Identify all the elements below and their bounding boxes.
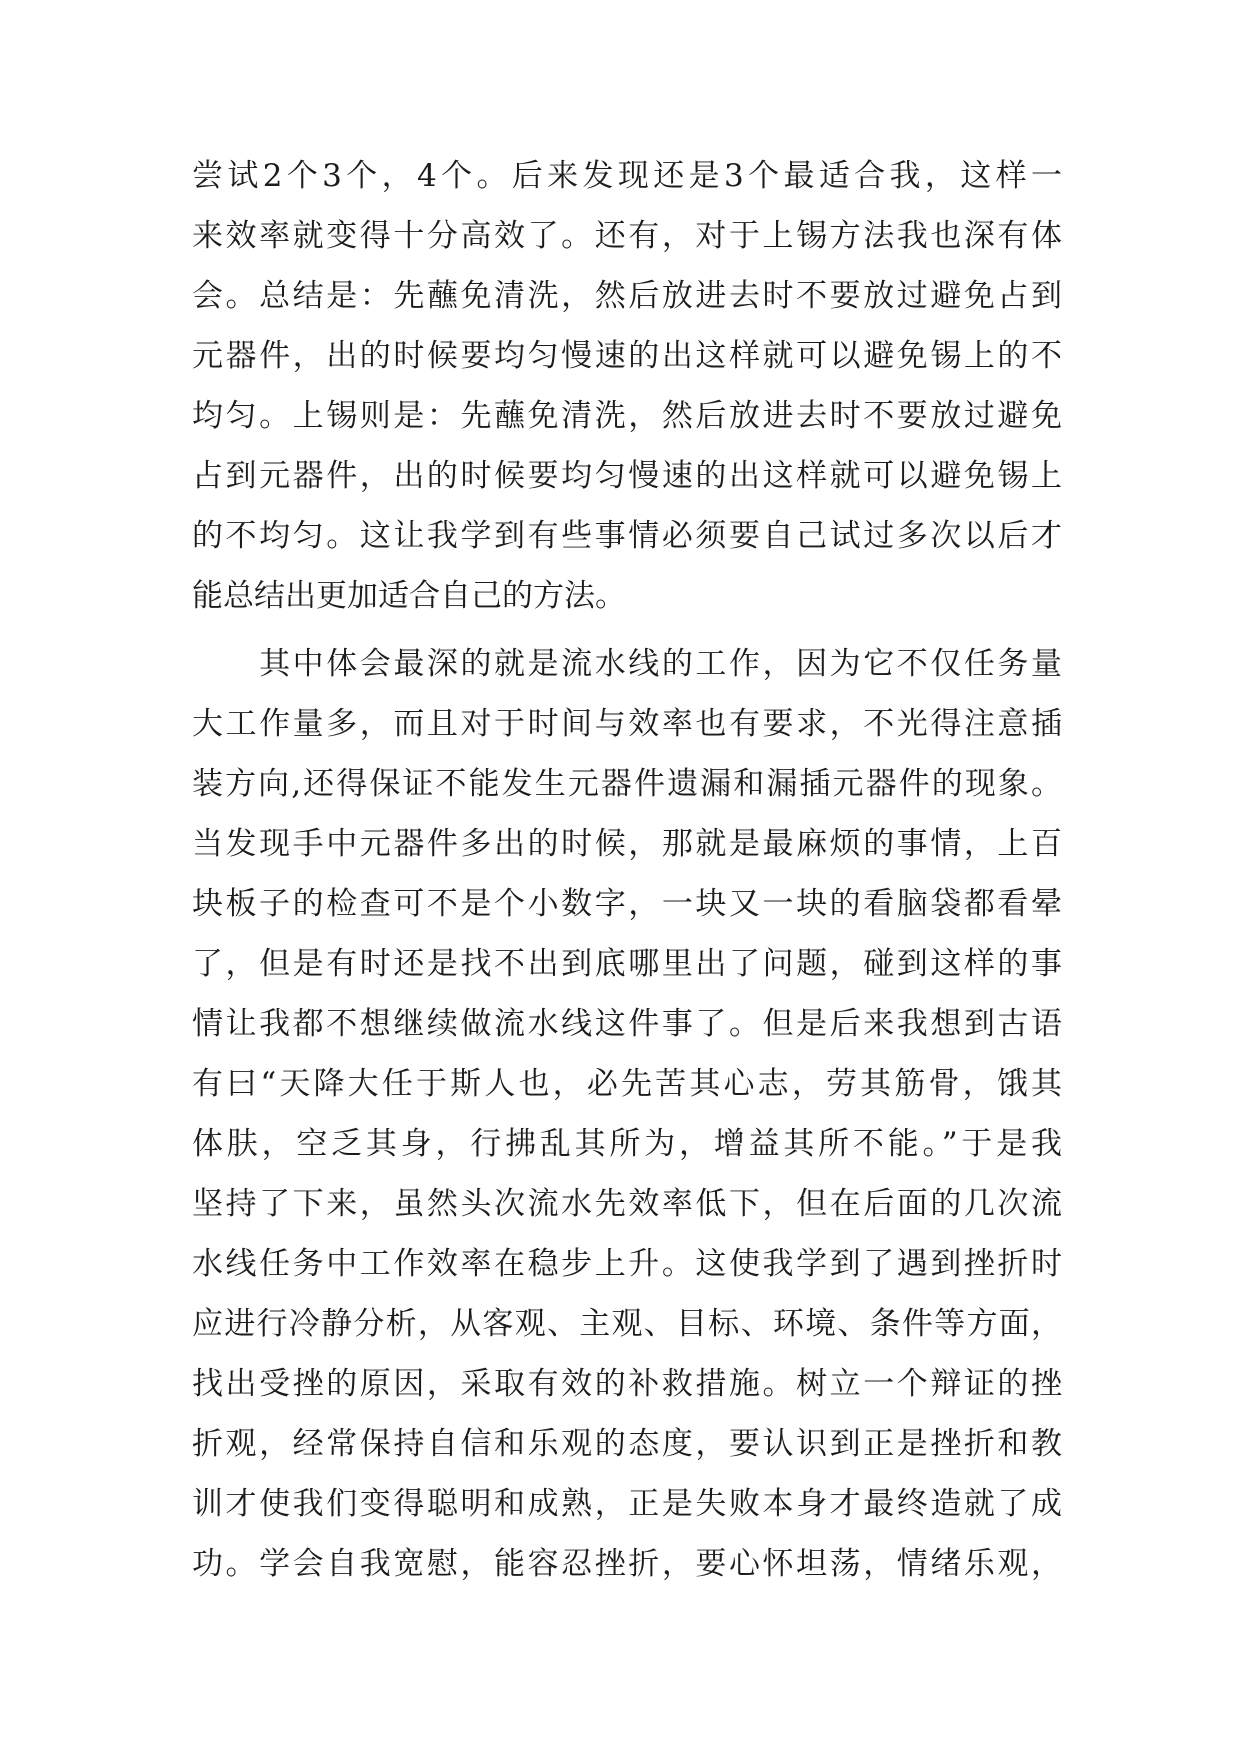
text-line: 其中体会最深的就是流水线的工作，因为它不仅任务量	[192, 646, 1062, 682]
text-line: 会。总结是：先蘸免清洗，然后放进去时不要放过避免占到	[192, 278, 1062, 314]
text-line: 了，但是有时还是找不出到底哪里出了问题，碰到这样的事	[192, 946, 1062, 982]
text-line: 大工作量多，而且对于时间与效率也有要求，不光得注意插	[192, 706, 1062, 742]
text-line: 能总结出更加适合自己的方法。	[192, 578, 626, 614]
paragraph-2	[192, 634, 1062, 1594]
text-line: 均匀。上锡则是：先蘸免清洗，然后放进去时不要放过避免	[192, 398, 1062, 434]
text-line: 来效率就变得十分高效了。还有，对于上锡方法我也深有体	[192, 218, 1062, 254]
text-line: 找出受挫的原因，采取有效的补救措施。树立一个辩证的挫	[192, 1366, 1062, 1402]
paragraph-1	[192, 146, 1062, 626]
text-line: 坚持了下来，虽然头次流水先效率低下，但在后面的几次流	[192, 1186, 1062, 1222]
text-line: 装方向,还得保证不能发生元器件遗漏和漏插元器件的现象。	[192, 766, 1062, 802]
text-line: 当发现手中元器件多出的时候，那就是最麻烦的事情，上百	[192, 826, 1062, 862]
text-line: 情让我都不想继续做流水线这件事了。但是后来我想到古语	[192, 1006, 1062, 1042]
text-line: 块板子的检查可不是个小数字，一块又一块的看脑袋都看晕	[192, 886, 1062, 922]
text-line: 训才使我们变得聪明和成熟，正是失败本身才最终造就了成	[192, 1486, 1062, 1522]
body-text	[192, 146, 1062, 1594]
text-line: 元器件，出的时候要均匀慢速的出这样就可以避免锡上的不	[192, 338, 1062, 374]
text-line: 占到元器件，出的时候要均匀慢速的出这样就可以避免锡上	[192, 458, 1062, 494]
text-line: 有曰“天降大任于斯人也，必先苦其心志，劳其筋骨，饿其	[192, 1066, 1062, 1102]
text-line: 体肤，空乏其身，行拂乱其所为，增益其所不能。”于是我	[192, 1126, 1062, 1162]
text-line: 的不均匀。这让我学到有些事情必须要自己试过多次以后才	[192, 518, 1062, 554]
text-line: 应进行冷静分析，从客观、主观、目标、环境、条件等方面，	[192, 1306, 1062, 1342]
text-line: 尝试2个3个，4个。后来发现还是3个最适合我，这样一	[192, 158, 1062, 194]
paragraph-gap	[192, 626, 1062, 634]
text-line: 功。学会自我宽慰，能容忍挫折，要心怀坦荡，情绪乐观，	[192, 1546, 1062, 1582]
text-line: 水线任务中工作效率在稳步上升。这使我学到了遇到挫折时	[192, 1246, 1062, 1282]
text-line: 折观，经常保持自信和乐观的态度，要认识到正是挫折和教	[192, 1426, 1062, 1462]
